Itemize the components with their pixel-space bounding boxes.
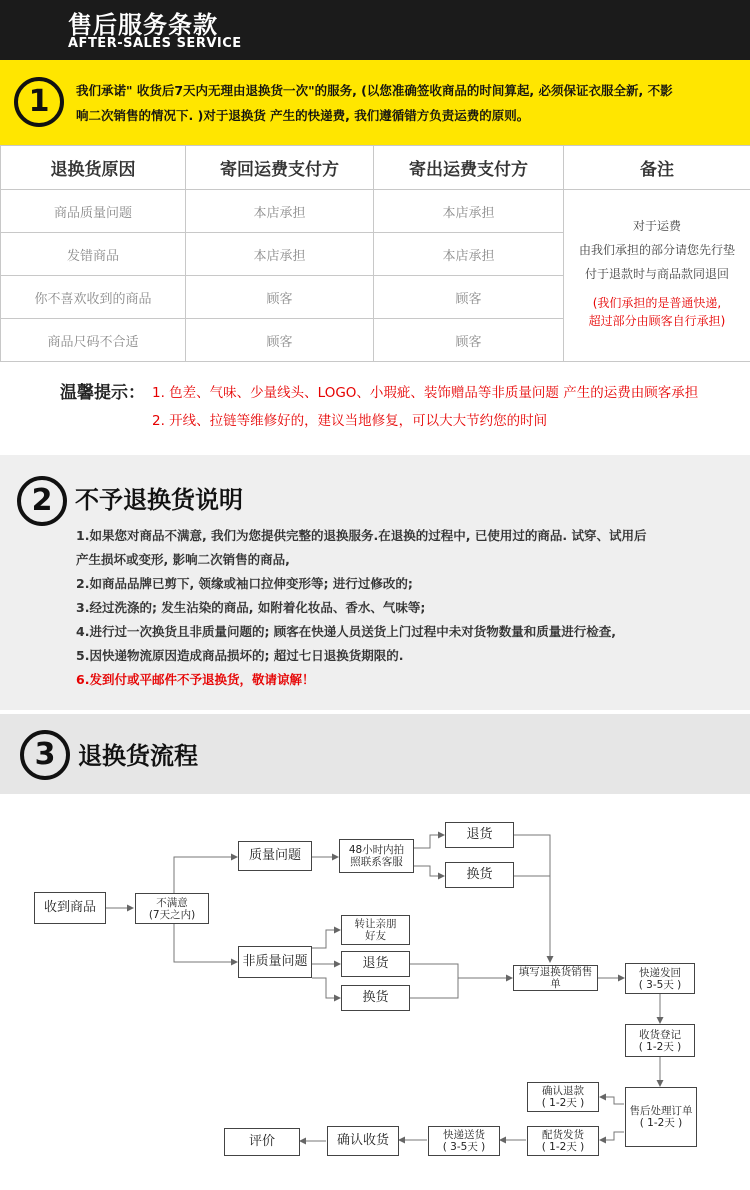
list-item: 1.如果您对商品不满意, 我们为您提供完整的退换服务.在退换的过程中, 已使用过的商品. 试穿、试用后 (76, 528, 647, 543)
flow-transfer-friends (341, 915, 410, 945)
flow-unsatisfied (135, 893, 209, 924)
flow-text: 转让亲朋 (354, 918, 397, 930)
flow-receive-goods: 收到商品 (34, 892, 106, 924)
flow-ship-back (625, 963, 695, 994)
list-item: 产生损坏或变形, 影响二次销售的商品, (76, 552, 290, 567)
section1-text: 我们承诺" 收货后7天内无理由退换货一次"的服务, (以您准确签收商品的时间算起, 必须保证衣服全新, 不影响二次销售的情况下. )对于退换货 产生的快递费, 我们遵循错方负责运费的原则。 (76, 83, 673, 123)
flow-text: 收货登记 (639, 1028, 681, 1041)
section3-title: 退换货流程 (78, 742, 198, 770)
section1-number: 1 (14, 77, 64, 127)
section3-number: 3 (20, 730, 70, 780)
flow-text: 确认退款 (542, 1085, 584, 1097)
flow-return-nonquality: 退货 (341, 951, 410, 977)
table-header: 退换货原因 (1, 146, 186, 190)
list-item: 3.经过洗涤的; 发生沾染的商品, 如附着化妆品、香水、气味等; (76, 600, 426, 615)
tip-line-2: 2. 开线、拉链等维修好的，建议当地修复，可以大大节约您的时间 (152, 413, 548, 429)
flow-photo-contact (339, 839, 414, 873)
flow-text: ( 1-2天 ) (541, 1141, 585, 1153)
note-red-line: (我们承担的是普通快递, (592, 296, 722, 310)
section2-number: 2 (17, 476, 67, 526)
table-row (1, 190, 750, 233)
section2-title: 不予退换货说明 (75, 486, 243, 514)
table-cell: 本店承担 (186, 233, 374, 276)
table-cell: 你不喜欢收到的商品 (1, 276, 186, 319)
table-note (564, 190, 750, 362)
flow-dispatch (527, 1126, 599, 1156)
flow-review: 评价 (224, 1128, 300, 1156)
flow-text: 好友 (365, 930, 386, 942)
note-line: 对于运费 (632, 219, 681, 233)
table-cell: 本店承担 (374, 190, 564, 233)
flow-process-order (625, 1087, 697, 1147)
tip-line-1: 1. 色差、气味、少量线头、LOGO、小瑕疵、装饰赠品等非质量问题 产生的运费由顾客承担 (152, 385, 699, 401)
flow-text: ( 1-2天 ) (638, 1040, 682, 1053)
flow-text: 48小时内拍 (348, 844, 405, 856)
flow-confirm-refund (527, 1082, 599, 1112)
flow-text: 照联系客服 (350, 856, 403, 868)
table-cell: 本店承担 (186, 190, 374, 233)
table-header: 寄回运费支付方 (186, 146, 374, 190)
flow-fill-form: 填写退换货销售单 (513, 965, 598, 991)
table-cell: 顾客 (186, 276, 374, 319)
flow-confirm-receipt: 确认收货 (327, 1126, 399, 1156)
flow-text: ( 1-2天 ) (541, 1097, 585, 1109)
header-subtitle: AFTER-SALES SERVICE (68, 36, 242, 51)
table-cell: 本店承担 (374, 233, 564, 276)
list-item: 5.因快递物流原因造成商品损坏的; 超过七日退换货期限的. (76, 648, 404, 663)
tips-label: 温馨提示： (60, 383, 145, 403)
table-header: 寄出运费支付方 (374, 146, 564, 190)
flow-text: ( 1-2天 ) (639, 1117, 683, 1129)
table-cell: 商品尺码不合适 (1, 319, 186, 362)
flow-non-quality: 非质量问题 (238, 946, 312, 978)
note-red-line: 超过部分由顾客自行承担) (588, 314, 726, 328)
list-item: 2.如商品品牌已剪下, 领缘或袖口拉伸变形等; 进行过修改的; (76, 576, 413, 591)
note-line: 付于退款时与商品款同退回 (584, 267, 729, 281)
table-cell: 顾客 (186, 319, 374, 362)
header-title: 售后服务条款 (68, 11, 218, 39)
table-header: 备注 (564, 146, 750, 190)
list-item: 4.进行过一次换货且非质量问题的; 顾客在快递人员送货上门过程中未对货物数量和质量进行检查, (76, 624, 617, 639)
flow-text: ( 3-5天 ) (638, 978, 682, 991)
flow-receive-log (625, 1024, 695, 1057)
table-cell: 顾客 (374, 276, 564, 319)
flow-text: 快递送货 (443, 1129, 485, 1141)
flow-exchange-quality: 换货 (445, 862, 514, 888)
table-cell: 发错商品 (1, 233, 186, 276)
note-line: 由我们承担的部分请您先行垫 (578, 243, 735, 257)
no-return-list (76, 524, 716, 692)
list-item-red: 6.发到付或平邮件不予退换货，敬请谅解！ (76, 672, 315, 687)
table-cell: 顾客 (374, 319, 564, 362)
flow-deliver (428, 1126, 500, 1156)
flow-return-quality: 退货 (445, 822, 514, 848)
table-cell: 商品质量问题 (1, 190, 186, 233)
flow-text: ( 3-5天 ) (442, 1141, 486, 1153)
flow-exchange-nonquality: 换货 (341, 985, 410, 1011)
flow-text: 快递发回 (639, 966, 681, 979)
flow-quality-issue: 质量问题 (238, 841, 312, 871)
flow-text: 售后处理订单 (629, 1105, 693, 1117)
flow-text: 不满意 (156, 896, 188, 909)
flow-text: (7天之内) (148, 908, 196, 921)
shipping-fee-table (0, 145, 750, 362)
flow-text: 配货发货 (542, 1129, 584, 1141)
